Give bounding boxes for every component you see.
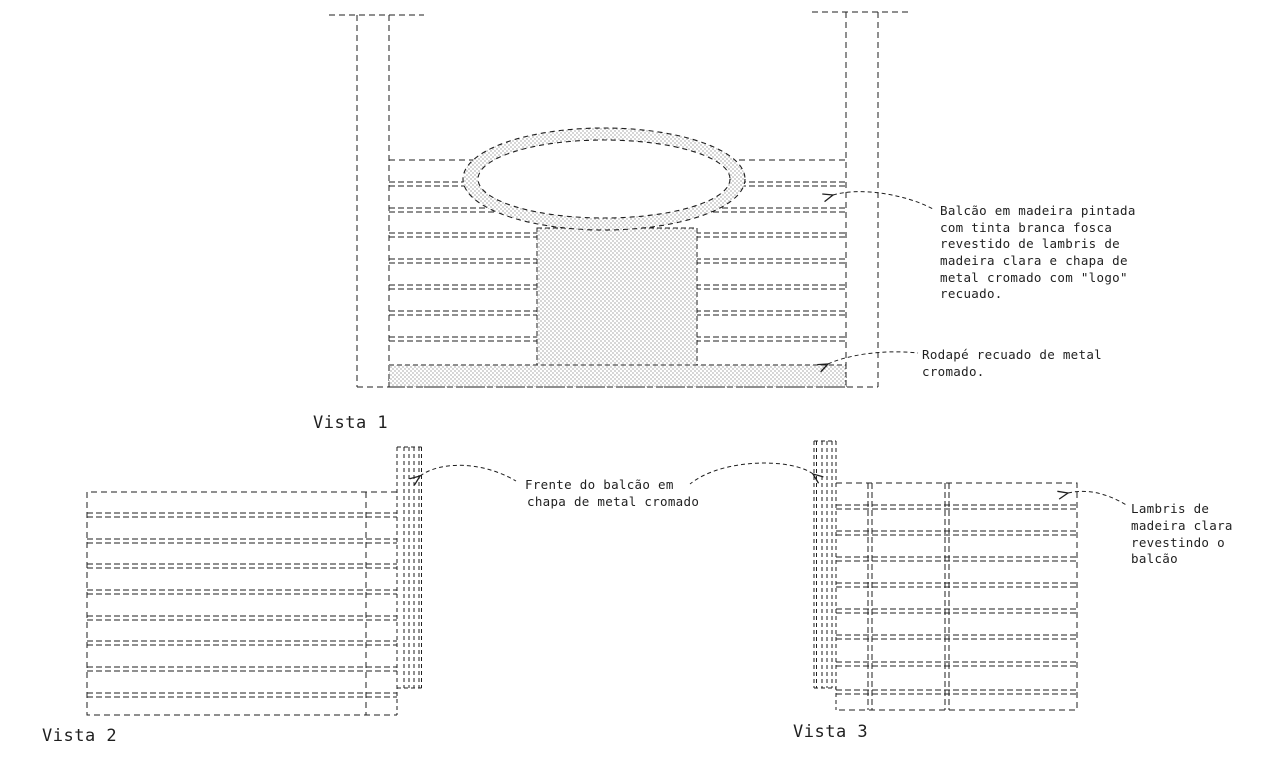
- annotation-rodape: [922, 347, 1102, 379]
- vista3-panel-dividers: [868, 483, 949, 710]
- annotation-balcao: [940, 203, 1136, 301]
- annotation-frente-line: chapa de metal cromado: [527, 494, 700, 509]
- annotation-balcao-line: com tinta branca fosca: [940, 220, 1113, 235]
- vista1-logo-ellipse-inner: [478, 140, 730, 218]
- annotation-rodape-line: cromado.: [922, 364, 985, 379]
- vista2-body-outline: [87, 492, 397, 715]
- vista3-label: Vista 3: [793, 722, 869, 742]
- annotation-lambris-line: Lambris de: [1131, 501, 1210, 516]
- vista2-wood-slat-joints: [87, 513, 397, 697]
- vista1-left-column: [329, 15, 424, 387]
- leader-frente-right: [690, 463, 813, 484]
- annotation-frente-line: Frente do balcão em: [525, 477, 674, 492]
- annotation-lambris: [1131, 501, 1233, 566]
- annotation-lambris-line: balcão: [1131, 551, 1178, 566]
- vista1-logo-panel: [537, 228, 697, 366]
- annotation-rodape-line: Rodapé recuado de metal: [922, 347, 1102, 362]
- annotation-balcao-line: recuado.: [940, 286, 1003, 301]
- vista1-rodape-strip: [389, 365, 846, 387]
- vista2-label: Vista 2: [42, 726, 118, 746]
- leader-rodape: [828, 352, 918, 364]
- annotation-lambris-line: madeira clara: [1131, 518, 1233, 533]
- drawing-root: [42, 12, 1233, 746]
- vista3-chrome-front: [814, 441, 836, 710]
- annotation-balcao-line: Balcão em madeira pintada: [940, 203, 1136, 218]
- vista3-drawing: [814, 441, 1077, 710]
- vista1-drawing: [329, 12, 908, 387]
- vista2-drawing: [87, 447, 422, 715]
- annotation-balcao-line: revestido de lambris de: [940, 236, 1120, 251]
- leader-frente-left: [420, 465, 516, 481]
- leader-balcao: [833, 192, 933, 209]
- vista2-chrome-front: [397, 447, 422, 715]
- annotation-balcao-line: metal cromado com "logo": [940, 270, 1128, 285]
- vista1-label: Vista 1: [313, 413, 389, 433]
- annotation-frente: [525, 477, 699, 509]
- annotation-lambris-line: revestindo o: [1131, 535, 1225, 550]
- vista1-right-column: [812, 12, 908, 387]
- annotation-balcao-line: madeira clara e chapa de: [940, 253, 1128, 268]
